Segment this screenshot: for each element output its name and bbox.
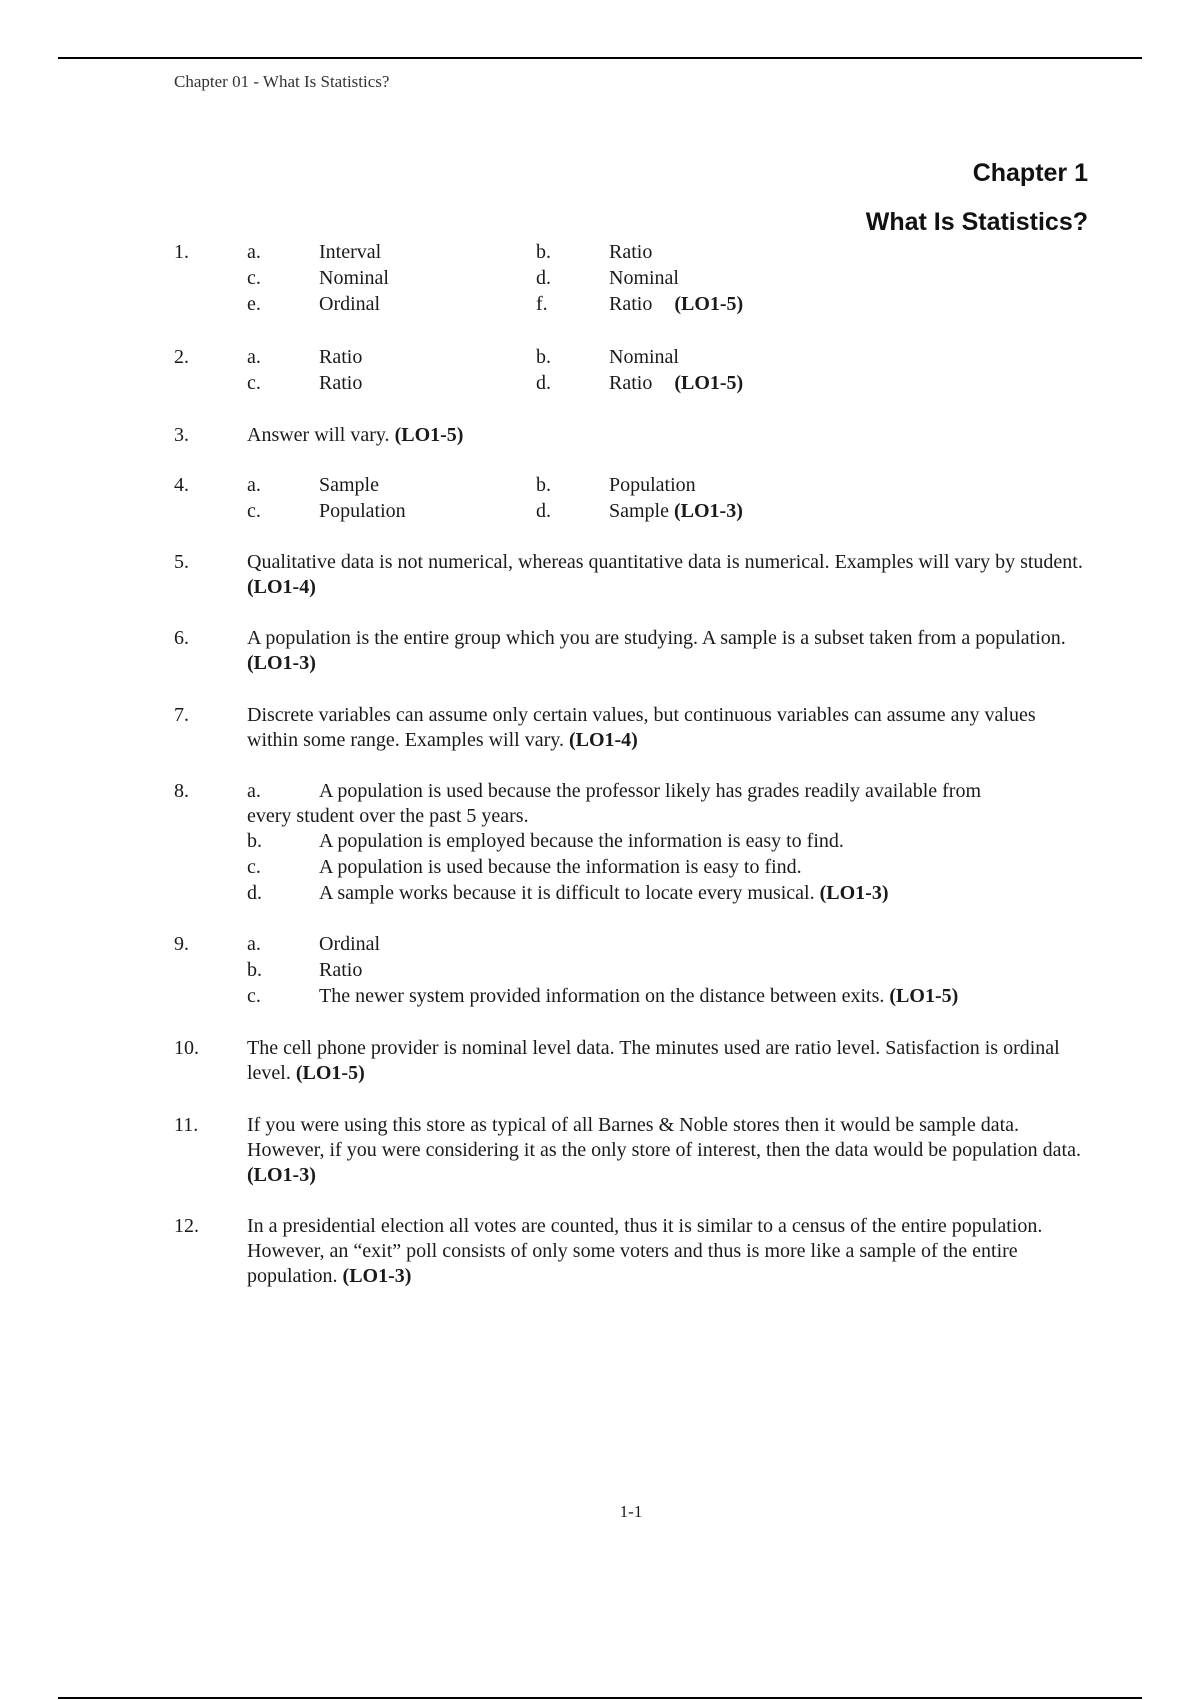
answer-text: Answer will vary. (LO1-5) xyxy=(247,424,464,446)
learning-objective: (LO1-3) xyxy=(674,500,743,522)
answer-item-5 xyxy=(174,550,1088,600)
learning-objective: (LO1-4) xyxy=(247,576,316,598)
item-number: 2. xyxy=(174,346,189,368)
answer-part-c xyxy=(174,855,1088,881)
answer-row xyxy=(174,371,1088,397)
answer-text: If you were using this store as typical of all Barnes & Noble stores then it would be sample data. However, if you were considering it as the only store of interest, then the data would be population data. (LO1-3) xyxy=(247,1114,1081,1186)
learning-objective: (LO1-5) xyxy=(889,985,959,1007)
item-number: 7. xyxy=(174,704,189,726)
answer-item-6 xyxy=(174,626,1088,676)
part-answer: Ratio (LO1-5) xyxy=(609,372,744,394)
part-answer: Ratio xyxy=(319,346,363,368)
part-answer: Population xyxy=(319,500,406,522)
item-number: 6. xyxy=(174,627,189,649)
part-answer: Interval xyxy=(319,241,382,263)
part-answer: A sample works because it is difficult to locate every musical. (LO1-3) xyxy=(319,882,889,904)
answer-item-3 xyxy=(174,423,1088,448)
answer-part-a-continued: every student over the past 5 years. xyxy=(247,805,529,827)
part-label: a. xyxy=(247,474,261,496)
part-label: c. xyxy=(247,985,261,1007)
item-number: 5. xyxy=(174,551,189,573)
answer-part-b xyxy=(174,829,1088,855)
answer-item-9 xyxy=(174,932,1088,1010)
answer-item-8 xyxy=(174,779,1088,907)
answer-part-c xyxy=(174,984,1088,1010)
answer-part-a: a. A population is used because the professor likely has grades readily available from xyxy=(247,780,982,802)
answer-part-b xyxy=(174,958,1088,984)
part-label: a. xyxy=(247,933,261,955)
answer-item-7 xyxy=(174,703,1088,753)
answer-part-a xyxy=(174,932,1088,958)
learning-objective: (LO1-3) xyxy=(819,882,889,904)
part-answer: Ordinal xyxy=(319,293,381,315)
answer-item-10 xyxy=(174,1036,1088,1086)
part-label: d. xyxy=(536,267,551,289)
bottom-rule xyxy=(58,1697,1142,1699)
part-answer: Nominal xyxy=(609,267,679,289)
part-label: b. xyxy=(247,830,262,852)
running-header: Chapter 01 - What Is Statistics? xyxy=(174,72,390,91)
part-answer: Ratio xyxy=(319,372,363,394)
item-number: 11. xyxy=(174,1114,199,1136)
answer-text: A population is the entire group which you are studying. A sample is a subset taken from a population. (LO1-3) xyxy=(247,627,1066,674)
item-number: 8. xyxy=(174,780,189,802)
part-answer: A population is employed because the information is easy to find. xyxy=(319,830,844,852)
item-number: 10. xyxy=(174,1037,199,1059)
learning-objective: (LO1-3) xyxy=(247,1164,316,1186)
part-label: e. xyxy=(247,293,261,315)
answer-row xyxy=(174,292,1088,318)
answer-item-4 xyxy=(174,473,1088,525)
part-label: d. xyxy=(247,882,262,904)
part-answer: Ratio xyxy=(609,241,653,263)
part-answer: Nominal xyxy=(319,267,389,289)
part-label: b. xyxy=(247,959,262,981)
part-label: c. xyxy=(247,856,261,878)
page-number: 1-1 xyxy=(619,1502,643,1521)
part-label: a. xyxy=(247,780,261,802)
part-answer: Population xyxy=(609,474,696,496)
answer-item-2 xyxy=(174,345,1088,397)
part-answer: Ratio xyxy=(319,959,363,981)
item-number: 3. xyxy=(174,424,189,446)
part-answer: Sample (LO1-3) xyxy=(609,500,743,522)
part-label: c. xyxy=(247,500,261,522)
part-label: b. xyxy=(536,241,551,263)
learning-objective: (LO1-5) xyxy=(674,293,744,315)
answer-part-d xyxy=(174,881,1088,907)
item-number: 9. xyxy=(174,933,189,955)
item-number: 12. xyxy=(174,1215,199,1237)
learning-objective: (LO1-5) xyxy=(295,1062,365,1084)
item-number: 1. xyxy=(174,241,189,263)
chapter-heading: Chapter 1 xyxy=(972,159,1088,187)
learning-objective: (LO1-5) xyxy=(674,372,744,394)
learning-objective: (LO1-4) xyxy=(568,729,638,751)
item-number: 4. xyxy=(174,474,189,496)
answer-text: In a presidential election all votes are counted, thus it is similar to a census of the entire population. However, an “exit” poll consists of only some voters and thus is more like a sample of the entire population. (LO1-3) xyxy=(247,1215,1043,1287)
part-label: b. xyxy=(536,474,551,496)
answer-item-11 xyxy=(174,1113,1088,1188)
part-label: d. xyxy=(536,500,551,522)
answer-row xyxy=(174,266,1088,292)
answer-item-12 xyxy=(174,1214,1088,1289)
part-label: f. xyxy=(536,293,548,315)
answer-text: The cell phone provider is nominal level data. The minutes used are ratio level. Satisfaction is ordinal level. (LO1-5) xyxy=(247,1037,1060,1084)
answer-item-1 xyxy=(174,240,1088,318)
top-rule xyxy=(58,57,1142,59)
learning-objective: (LO1-3) xyxy=(342,1265,412,1287)
part-label: c. xyxy=(247,267,261,289)
answer-row xyxy=(174,345,1088,371)
part-answer: A population is used because the information is easy to find. xyxy=(319,856,802,878)
answer-text: Discrete variables can assume only certain values, but continuous variables can assume any values within some range. Examples will vary. (LO1-4) xyxy=(247,704,1036,751)
part-label: c. xyxy=(247,372,261,394)
part-answer: The newer system provided information on the distance between exits. (LO1-5) xyxy=(319,985,959,1007)
part-answer: Nominal xyxy=(609,346,679,368)
part-label: a. xyxy=(247,241,261,263)
part-label: d. xyxy=(536,372,551,394)
answer-row xyxy=(174,499,1088,525)
part-answer: Sample xyxy=(319,474,379,496)
part-answer: Ratio (LO1-5) xyxy=(609,293,744,315)
part-label: a. xyxy=(247,346,261,368)
answer-text: Qualitative data is not numerical, whereas quantitative data is numerical. Examples will vary by student. (LO1-4) xyxy=(247,551,1083,598)
learning-objective: (LO1-3) xyxy=(247,652,316,674)
part-answer: Ordinal xyxy=(319,933,381,955)
answer-row xyxy=(174,240,1088,266)
learning-objective: (LO1-5) xyxy=(394,424,464,446)
answer-row xyxy=(174,473,1088,499)
chapter-subtitle: What Is Statistics? xyxy=(865,208,1088,236)
part-label: b. xyxy=(536,346,551,368)
